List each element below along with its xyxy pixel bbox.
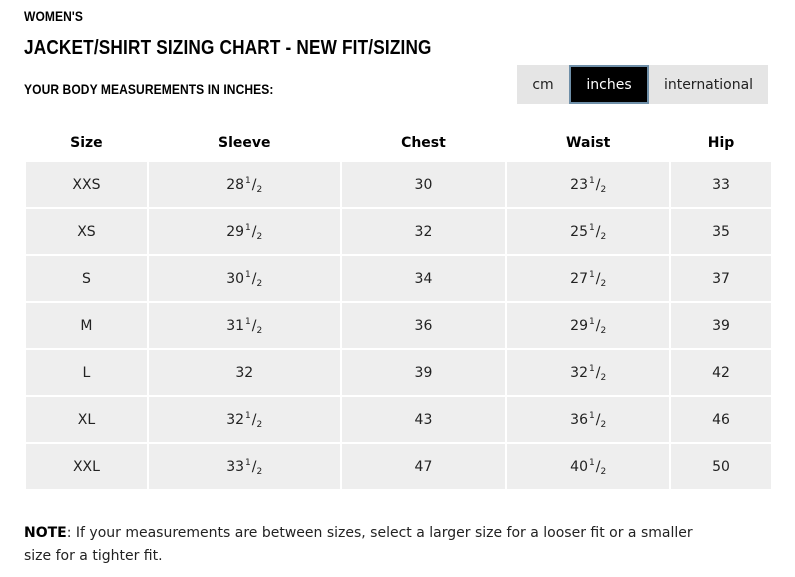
measurements-subtitle: YOUR BODY MEASUREMENTS IN INCHES: bbox=[24, 81, 274, 97]
fraction-denominator: 2 bbox=[600, 231, 607, 242]
note-label bbox=[24, 525, 67, 541]
fraction-denominator: 2 bbox=[600, 419, 607, 430]
table-cell-hip: 46 bbox=[671, 397, 771, 442]
table-cell-waist bbox=[507, 256, 669, 301]
cell-value-whole: 31 bbox=[226, 317, 245, 334]
table-row bbox=[26, 397, 771, 442]
fraction-slash: / bbox=[251, 317, 257, 334]
note-text: If your measurements are between sizes, select a larger size for a looser fit or a smaller size for a tighter fit. bbox=[24, 525, 693, 564]
fraction-numerator: 1 bbox=[245, 175, 251, 186]
fraction-numerator: 1 bbox=[588, 175, 595, 186]
fraction-denominator: 2 bbox=[600, 466, 607, 477]
table-cell-sleeve bbox=[149, 397, 340, 442]
table-cell-waist bbox=[507, 162, 669, 207]
table-cell-size: XL bbox=[26, 397, 147, 442]
fraction-numerator: 1 bbox=[588, 457, 595, 468]
fraction-denominator: 2 bbox=[600, 372, 607, 383]
sizing-note bbox=[24, 522, 704, 568]
cell-value-whole: 23 bbox=[570, 176, 588, 193]
table-row bbox=[26, 256, 771, 301]
table-cell-size: XXL bbox=[26, 444, 147, 489]
fraction-numerator: 1 bbox=[588, 269, 595, 280]
table-cell-chest: 36 bbox=[342, 303, 506, 348]
cell-value-whole: 32 bbox=[570, 364, 588, 381]
table-cell-hip: 39 bbox=[671, 303, 771, 348]
fraction-numerator: 1 bbox=[245, 410, 251, 421]
table-cell-size: S bbox=[26, 256, 147, 301]
cell-value-whole: 27 bbox=[570, 270, 588, 287]
cell-value-whole: 29 bbox=[226, 223, 245, 240]
cell-value-whole: 25 bbox=[570, 223, 588, 240]
fraction-slash: / bbox=[595, 411, 601, 428]
fraction-denominator: 2 bbox=[256, 419, 263, 430]
column-header-hip: Hip bbox=[707, 135, 735, 151]
table-row bbox=[26, 209, 771, 254]
fraction-slash: / bbox=[595, 223, 601, 240]
fraction-denominator: 2 bbox=[600, 278, 607, 289]
fraction-denominator: 2 bbox=[256, 278, 263, 289]
category-label: WOMEN'S bbox=[24, 8, 83, 24]
table-cell-waist bbox=[507, 303, 669, 348]
unit-button-inches[interactable]: inches bbox=[569, 65, 649, 104]
fraction-slash: / bbox=[595, 270, 601, 287]
table-cell-sleeve bbox=[149, 209, 340, 254]
sizing-table bbox=[24, 124, 773, 491]
table-cell-chest: 39 bbox=[342, 350, 506, 395]
column-header-sleeve: Sleeve bbox=[217, 135, 271, 151]
fraction-numerator: 1 bbox=[588, 410, 595, 421]
table-cell-size: XS bbox=[26, 209, 147, 254]
fraction-denominator: 2 bbox=[256, 466, 263, 477]
table-cell-size: L bbox=[26, 350, 147, 395]
cell-value-whole: 28 bbox=[226, 176, 245, 193]
fraction-slash: / bbox=[251, 270, 257, 287]
column-header-waist: Waist bbox=[566, 135, 611, 151]
table-cell-chest: 30 bbox=[342, 162, 506, 207]
fraction-denominator: 2 bbox=[600, 184, 607, 195]
fraction-slash: / bbox=[251, 411, 257, 428]
table-cell-chest: 43 bbox=[342, 397, 506, 442]
fraction-numerator: 1 bbox=[245, 457, 251, 468]
cell-value-whole: 32 bbox=[226, 411, 245, 428]
page-title: JACKET/SHIRT SIZING CHART - NEW FIT/SIZING bbox=[24, 37, 432, 59]
table-cell-size: XXS bbox=[26, 162, 147, 207]
cell-value-whole: 40 bbox=[570, 458, 588, 475]
unit-switch bbox=[517, 65, 768, 104]
table-row bbox=[26, 162, 771, 207]
table-cell-chest: 32 bbox=[342, 209, 506, 254]
fraction-numerator: 1 bbox=[245, 269, 251, 280]
fraction-numerator: 1 bbox=[245, 316, 251, 327]
fraction-numerator: 1 bbox=[588, 222, 595, 233]
table-cell-hip: 37 bbox=[671, 256, 771, 301]
table-cell-chest: 47 bbox=[342, 444, 506, 489]
fraction-denominator: 2 bbox=[256, 231, 263, 242]
table-cell-sleeve bbox=[149, 303, 340, 348]
fraction-denominator: 2 bbox=[256, 184, 263, 195]
fraction-denominator: 2 bbox=[600, 325, 607, 336]
table-cell-hip: 35 bbox=[671, 209, 771, 254]
fraction-slash: / bbox=[251, 223, 257, 240]
fraction-slash: / bbox=[595, 458, 601, 475]
table-row bbox=[26, 444, 771, 489]
table-cell-waist bbox=[507, 397, 669, 442]
table-cell-sleeve bbox=[149, 444, 340, 489]
table-cell-chest: 34 bbox=[342, 256, 506, 301]
table-cell-sleeve bbox=[149, 256, 340, 301]
table-cell-waist bbox=[507, 209, 669, 254]
fraction-slash: / bbox=[595, 317, 601, 334]
fraction-numerator: 1 bbox=[245, 222, 251, 233]
table-cell-size: M bbox=[26, 303, 147, 348]
cell-value-whole: 30 bbox=[226, 270, 245, 287]
unit-button-cm[interactable]: cm bbox=[532, 76, 554, 93]
column-header-size: Size bbox=[70, 135, 103, 151]
table-header-row bbox=[26, 126, 771, 160]
note-label-text: NOTE bbox=[24, 525, 67, 541]
fraction-numerator: 1 bbox=[588, 363, 595, 374]
fraction-slash: / bbox=[595, 364, 601, 381]
cell-value-whole: 32 bbox=[235, 364, 254, 381]
cell-value-whole: 33 bbox=[226, 458, 245, 475]
table-cell-waist bbox=[507, 350, 669, 395]
table-cell-hip: 42 bbox=[671, 350, 771, 395]
table-cell-sleeve bbox=[149, 162, 340, 207]
fraction-slash: / bbox=[251, 458, 257, 475]
table-row bbox=[26, 350, 771, 395]
cell-value-whole: 29 bbox=[570, 317, 588, 334]
table-cell-hip: 50 bbox=[671, 444, 771, 489]
table-body bbox=[26, 162, 771, 489]
column-header-chest: Chest bbox=[401, 135, 446, 151]
cell-value-whole: 36 bbox=[570, 411, 588, 428]
fraction-slash: / bbox=[595, 176, 601, 193]
fraction-denominator: 2 bbox=[256, 325, 263, 336]
table-row bbox=[26, 303, 771, 348]
table-cell-hip: 33 bbox=[671, 162, 771, 207]
table-cell-waist bbox=[507, 444, 669, 489]
unit-button-international[interactable]: international bbox=[663, 76, 754, 93]
table-cell-sleeve bbox=[149, 350, 340, 395]
fraction-numerator: 1 bbox=[588, 316, 595, 327]
fraction-slash: / bbox=[251, 176, 257, 193]
note-colon: : bbox=[66, 525, 72, 541]
